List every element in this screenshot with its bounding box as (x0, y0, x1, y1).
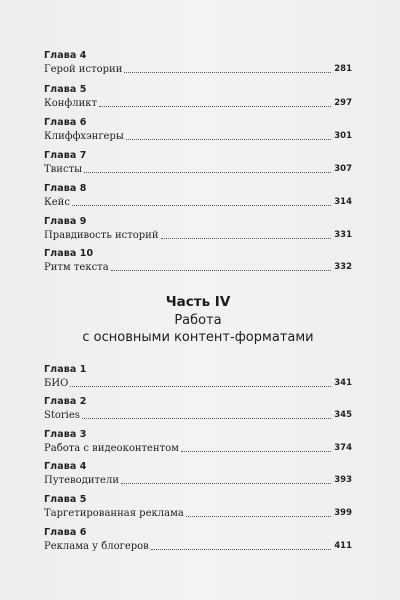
part-title-line-2: с основными контент-форматами (82, 330, 314, 345)
dot-leader (181, 450, 331, 452)
page-number: 307 (334, 164, 352, 174)
toc-entry (44, 260, 352, 274)
part-title-line-1: Работа (174, 313, 222, 328)
chapter-label: Глава 8 (44, 183, 87, 194)
entry-title: Клиффхэнгеры (44, 131, 124, 142)
dot-leader (99, 105, 331, 107)
dot-leader (70, 385, 331, 387)
chapter-label: Глава 3 (44, 429, 87, 440)
part-number: Часть IV (165, 294, 231, 310)
chapter-label: Глава 2 (44, 396, 87, 407)
page-number: 314 (334, 197, 352, 207)
entry-title: Ритм текста (44, 262, 109, 273)
chapter-label: Глава 4 (44, 50, 87, 61)
chapter-label: Глава 7 (44, 150, 87, 161)
chapter-label: Глава 5 (44, 84, 87, 95)
page-number: 332 (334, 262, 352, 272)
dot-leader (161, 237, 332, 239)
entry-title: Правдивость историй (44, 230, 159, 241)
dot-leader (151, 548, 331, 550)
entry-title: БИО (44, 378, 69, 389)
page-number: 281 (334, 64, 352, 74)
chapter-label: Глава 6 (44, 117, 87, 128)
toc-entry (44, 162, 352, 176)
page-number: 341 (334, 378, 352, 388)
dot-leader (121, 482, 331, 484)
page-number: 411 (334, 541, 352, 551)
entry-title: Stories (44, 410, 80, 421)
entry-title: Конфликт (44, 98, 98, 109)
page-number: 301 (334, 131, 352, 141)
dot-leader (124, 71, 331, 73)
entry-title: Таргетированная реклама (44, 508, 184, 519)
toc-entry (44, 506, 352, 520)
entry-title: Работа с видеоконтентом (44, 443, 179, 454)
toc-entry (44, 62, 352, 76)
chapter-label: Глава 9 (44, 216, 87, 227)
entry-title: Кейс (44, 197, 70, 208)
toc-entry (44, 539, 352, 553)
page-number: 331 (334, 230, 352, 240)
toc-entry (44, 408, 352, 422)
toc-entry (44, 96, 352, 110)
dot-leader (111, 269, 332, 271)
dot-leader (72, 204, 331, 206)
toc-entry (44, 228, 352, 242)
entry-title: Твисты (44, 164, 83, 175)
part-title (44, 312, 352, 346)
toc-entry (44, 195, 352, 209)
entry-title: Герой истории (44, 64, 123, 75)
chapter-label: Глава 5 (44, 494, 87, 505)
dot-leader (186, 515, 331, 517)
entry-title: Путеводители (44, 475, 119, 486)
entry-title: Реклама у блогеров (44, 541, 149, 552)
dot-leader (82, 417, 331, 419)
page-number: 393 (334, 475, 352, 485)
page-number: 399 (334, 508, 352, 518)
chapter-label: Глава 4 (44, 461, 87, 472)
chapter-label: Глава 6 (44, 527, 87, 538)
dot-leader (126, 138, 331, 140)
toc-entry (44, 441, 352, 455)
page-number: 374 (334, 443, 352, 453)
page-number: 297 (334, 98, 352, 108)
page-number: 345 (334, 410, 352, 420)
dot-leader (84, 171, 331, 173)
toc-entry (44, 376, 352, 390)
toc-entry (44, 473, 352, 487)
chapter-label: Глава 1 (44, 364, 87, 375)
toc-entry (44, 129, 352, 143)
chapter-label: Глава 10 (44, 248, 94, 259)
